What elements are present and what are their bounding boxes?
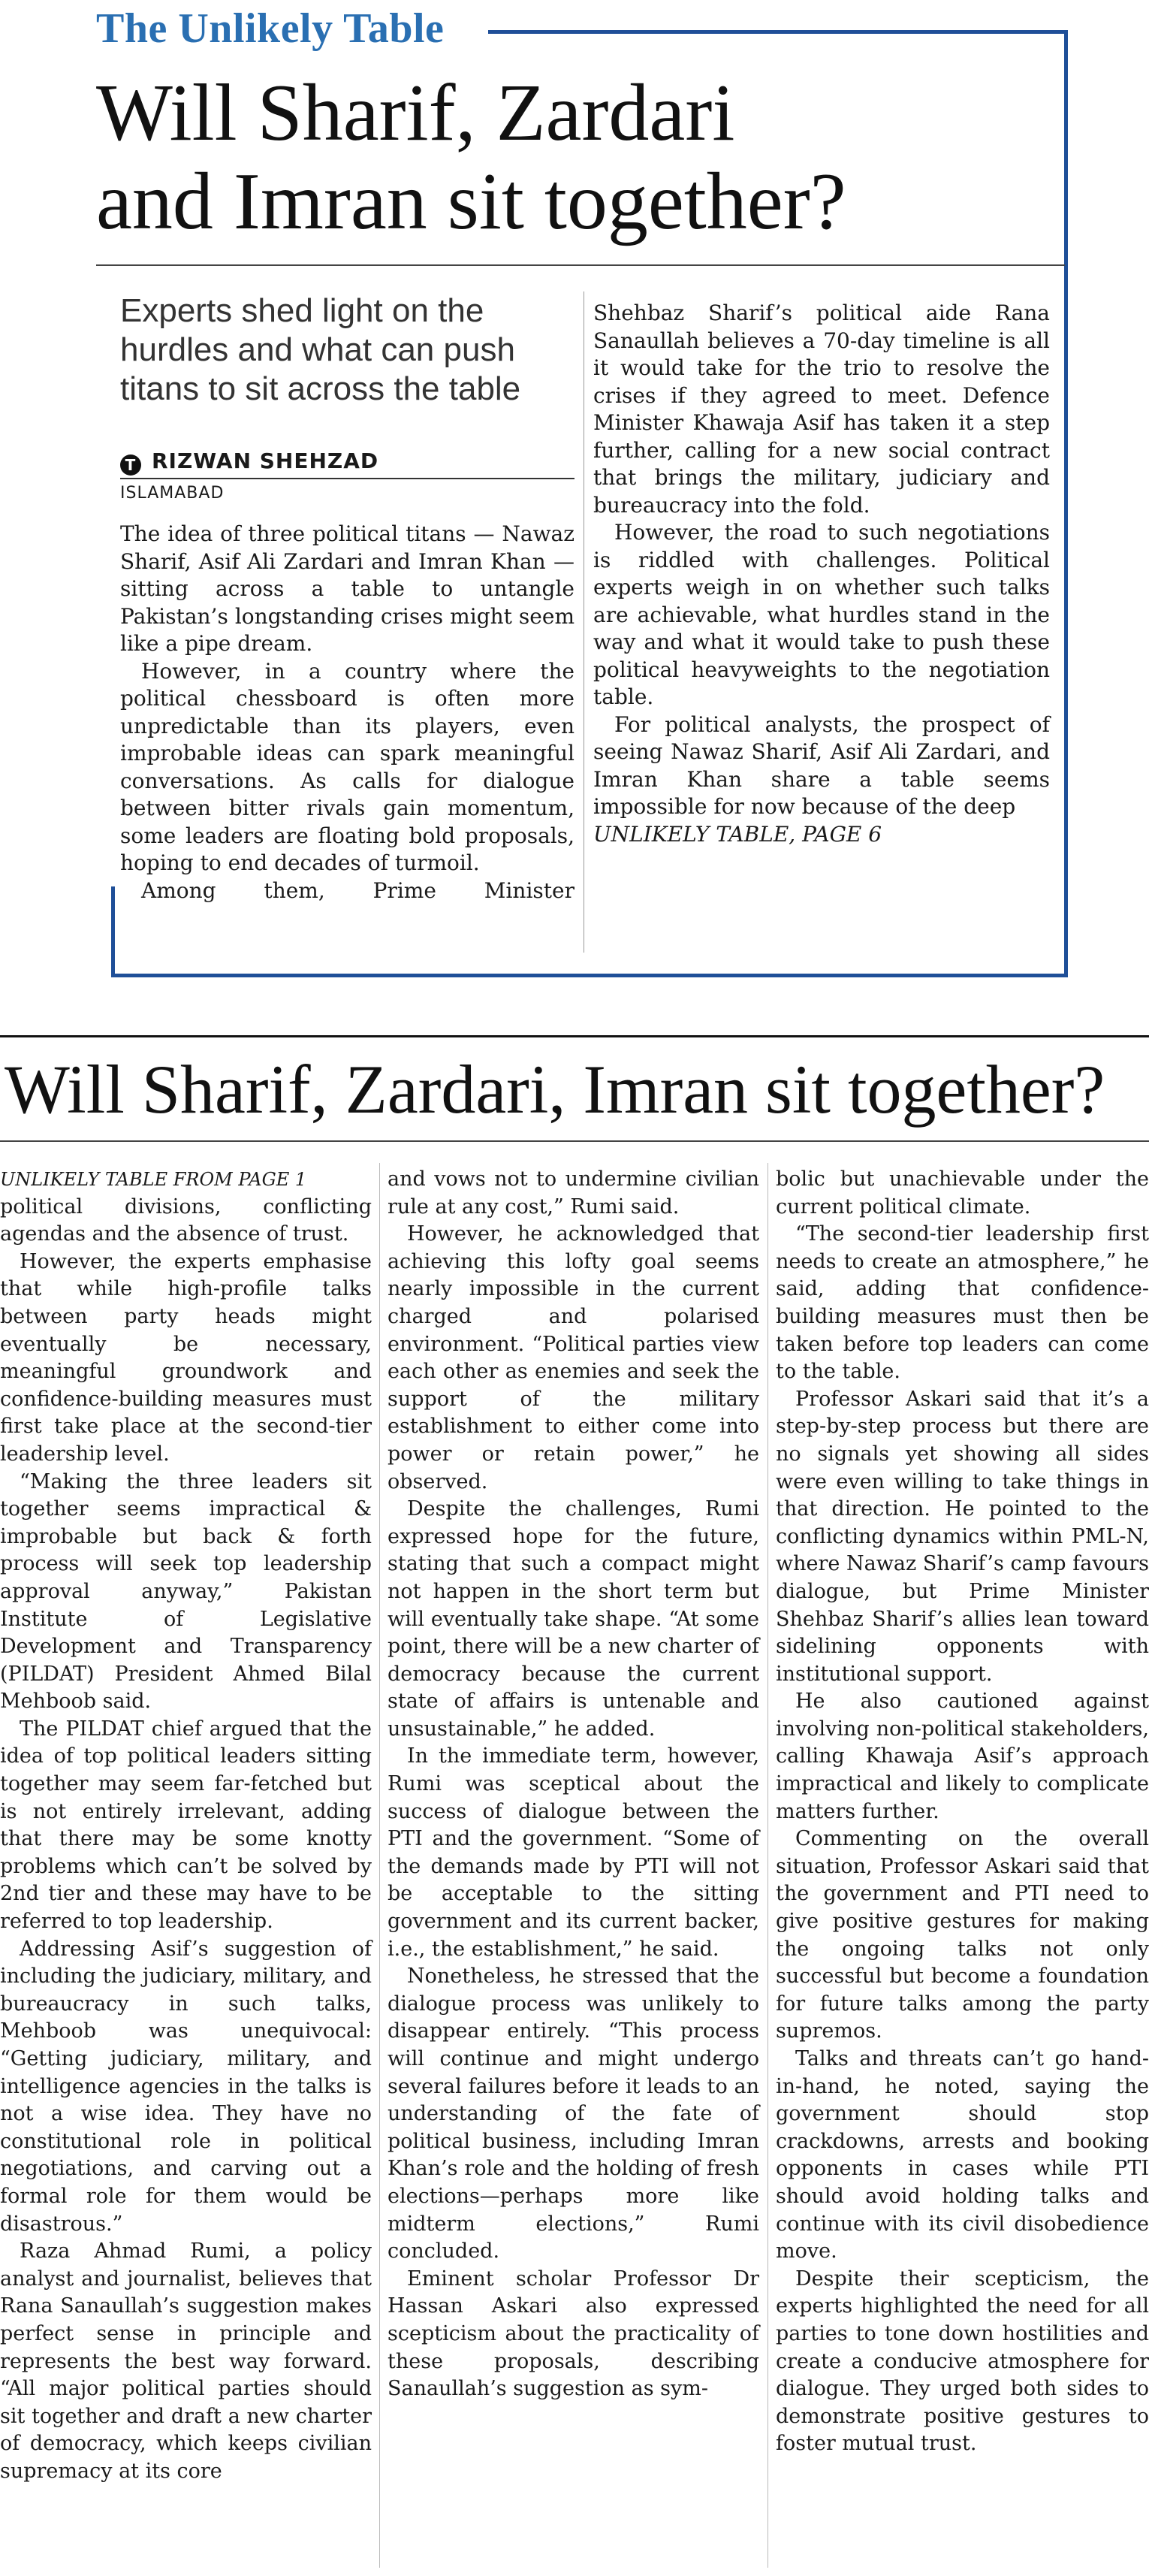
paragraph: “The second-tier leadership first needs to create an atmosphere,” he said, adding that confidence-building measures must then be taken before top leaders can come to the table. bbox=[776, 1222, 1149, 1384]
deck: Experts shed light on the hurdles and what can push titans to sit across the table bbox=[120, 292, 521, 407]
headline-line-2: and Imran sit together? bbox=[96, 157, 846, 246]
paragraph: and vows not to undermine civilian rule at any cost,” Rumi said. bbox=[388, 1167, 759, 1219]
box-border-left bbox=[111, 886, 115, 977]
article-column-b bbox=[593, 300, 1050, 848]
headline-rule bbox=[96, 264, 1065, 266]
headline-rule bbox=[0, 1140, 1149, 1142]
paragraph: Addressing Asif’s suggestion of including the judiciary, military, and bureaucracy in such talks, Mehboob was unequivocal: “Getting judiciary, military, and intelligence agencies in the talks is not a wise idea. They have no constitutional role in political negotiations, and carving out a formal role for them would be disastrous.” bbox=[0, 1937, 372, 2236]
paragraph: Talks and threats can’t go hand-in-hand, he noted, saying the government should stop crackdowns, arrests and booking opponents in cases while PTI should avoid holding talks and continue with its civil disobedience move. bbox=[776, 2047, 1149, 2263]
byline-rule bbox=[120, 478, 574, 479]
jump-line-link[interactable]: UNLIKELY TABLE, PAGE 6 bbox=[593, 821, 882, 847]
paragraph: bolic but unachievable under the current political climate. bbox=[776, 1167, 1149, 1219]
section-separator bbox=[0, 1035, 1149, 1037]
paragraph: Raza Ahmad Rumi, a policy analyst and journalist, believes that Rana Sanaullah’s suggestion makes perfect sense in principle and represents the best way forward. “All major political parties should sit together and draft a new charter of democracy, which keeps civilian supremacy at its core bbox=[0, 2239, 372, 2483]
page-title bbox=[96, 69, 1042, 246]
dateline: ISLAMABAD bbox=[120, 484, 225, 503]
paragraph: Nonetheless, he stressed that the dialogue process was unlikely to disappear entirely. “This process will continue and might undergo several failures before it leads to an understanding of the fate of political business, including Imran Khan’s role and the holding of fresh elections—perhaps more like midterm elections,” Rumi concluded. bbox=[388, 1964, 759, 2263]
paragraph: The idea of three political titans — Nawaz Sharif, Asif Ali Zardari and Imran Khan — sitting across a table to untangle Pakistan’s longstanding crises might seem like a pipe dream. bbox=[120, 521, 574, 656]
paragraph: Despite the challenges, Rumi expressed hope for the future, stating that such a compact might not happen in the short term but will eventually take shape. “At some point, there will be a new charter of democracy because the current state of affairs is untenable and unsustainable,” he added. bbox=[388, 1497, 759, 1741]
paragraph: political divisions, conflicting agendas and the absence of trust. bbox=[0, 1194, 372, 1246]
paragraph: Commenting on the overall situation, Professor Askari said that the government and PTI need to give positive gestures for making the ongoing talks not only successful but become a foundation for future talks among the party supremos. bbox=[776, 1827, 1149, 2043]
paragraph: He also cautioned against involving non-political stakeholders, calling Khawaja Asif’s approach impractical and likely to complicate matters further. bbox=[776, 1690, 1149, 1823]
byline bbox=[120, 448, 571, 476]
paragraph: However, in a country where the political chessboard is often more unpredictable than its players, even improbable ideas can spark meaningful conversations. As calls for dialogue between bitter rivals gain momentum, some leaders are floating bold proposals, hoping to end decades of turmoil. bbox=[120, 658, 574, 875]
article-column-3 bbox=[776, 1166, 1149, 2458]
kicker-rule bbox=[488, 30, 1068, 34]
box-border-right bbox=[1064, 30, 1068, 977]
author-name: RIZWAN SHEHZAD bbox=[152, 448, 379, 473]
section-kicker: The Unlikely Table bbox=[96, 5, 445, 52]
paragraph: Among them, Prime Minister bbox=[141, 877, 574, 903]
paragraph: Eminent scholar Professor Dr Hassan Askari also expressed scepticism about the practicality of these proposals, describing Sanaullah’s suggestion as sym- bbox=[388, 2266, 759, 2401]
paragraph: In the immediate term, however, Rumi was sceptical about the success of dialogue between the PTI and the government. “Some of the demands made by PTI will not be acceptable to the sitting government and its current backer, i.e., the establishment,” he said. bbox=[388, 1744, 759, 1961]
author-logo-icon: T bbox=[120, 454, 141, 476]
continuation-headline: Will Sharif, Zardari, Imran sit together? bbox=[5, 1051, 1105, 1128]
paragraph: The PILDAT chief argued that the idea of top political leaders sitting together may seem far-fetched but is not entirely irrelevant, adding that there may be some knotty problems which can’t be solved by 2nd tier and these may have to be referred to top leadership. bbox=[0, 1717, 372, 1934]
box-border-bottom bbox=[111, 974, 1068, 977]
paragraph: However, he acknowledged that achieving this lofty goal seems nearly impossible in the current charged and polarised environment. “Political parties view each other as enemies and seek the support of the military establishment to either come into power or retain power,” he observed. bbox=[388, 1222, 759, 1493]
article-column-1 bbox=[0, 1166, 372, 2486]
from-page-line: UNLIKELY TABLE FROM PAGE 1 bbox=[0, 1169, 307, 1190]
article-column-2 bbox=[388, 1166, 759, 2403]
paragraph: However, the road to such negotiations is riddled with challenges. Political experts weigh in on whether such talks are achievable, what hurdles stand in the way and what it would take to push these political heavyweights to the negotiation table. bbox=[593, 520, 1050, 709]
paragraph: However, the experts emphasise that while high-profile talks between party heads might eventually be necessary, meaningful groundwork and confidence-building measures must first take place at the second-tier leadership level. bbox=[0, 1249, 372, 1466]
article-column-a bbox=[120, 521, 574, 904]
column-divider bbox=[379, 1163, 380, 2568]
headline-line-1: Will Sharif, Zardari bbox=[96, 68, 735, 158]
paragraph: Despite their scepticism, the experts highlighted the need for all parties to tone down hostilities and create a conducive atmosphere for dialogue. They urged both sides to demonstrate positive gestures to foster mutual trust. bbox=[776, 2266, 1149, 2456]
paragraph: “Making the three leaders sit together seems impractical & improbable but back & forth process will seek top leadership approval anyway,” Pakistan Institute of Legislative Development and Transparency (PILDAT) President Ahmed Bilal Mehboob said. bbox=[0, 1469, 372, 1714]
paragraph: Shehbaz Sharif’s political aide Rana Sanaullah believes a 70-day timeline is all it would take for the trio to resolve the crises if they agreed to meet. Defence Minister Khawaja Asif has taken it a step further, calling for a new social contract that brings the military, judiciary and bureaucracy into the fold. bbox=[593, 300, 1050, 518]
paragraph: For political analysts, the prospect of seeing Nawaz Sharif, Asif Ali Zardari, and Imran Khan share a table seems impossible for now because of the deep bbox=[593, 711, 1050, 819]
paragraph: Professor Askari said that it’s a step-by-step process but there are no signals yet showing all sides were even willing to take things in that direction. He pointed to the conflicting dynamics within PML-N, where Nawaz Sharif’s camp favours dialogue, but Prime Minister Shehbaz Sharif’s allies lean toward sidelining opponents with institutional support. bbox=[776, 1387, 1149, 1686]
